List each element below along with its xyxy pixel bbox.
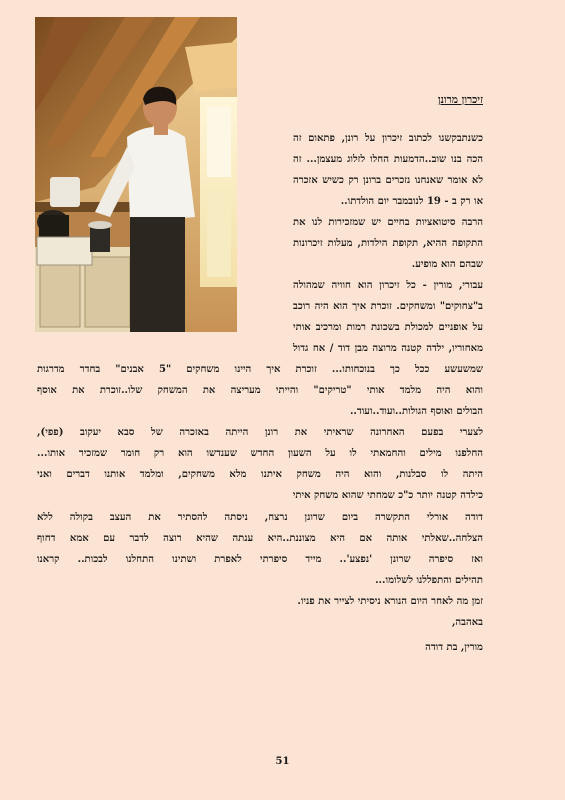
closing-line: באהבה, [451,617,483,628]
text-line: לצערי בפעם האחרונה שראיתי את רונן הייתה באזכרה של סבא יעקוב (פפי), [37,427,483,438]
text-line: הצלחה..שאלתי אותה אם היא מצוננת..היא ענתה שהיא רוצה לדבר עם אמא דחוף [37,533,483,544]
text-line: ואז סיפרה שרונן 'נפצע'.. מייד סיפרתי לאפרת ושתינו התחלנו לבכות.. קראנו [37,554,483,565]
text-line: שבהם הוא מופיע. [411,259,483,270]
text-line: כשנתבקשנו לכתוב זיכרון על רונן, פתאום זה [293,133,483,144]
text-line: הבולים ואוסף הגולות..ועוד..ועוד.. [349,406,483,417]
text-line: ב"צחוקים" ומשחקים. זוכרת איך הוא היה רוכב [293,301,483,312]
text-line: על אופניים למכולת בשכונת רמות ומרכיב אותי [293,322,483,333]
text-line: התקופה ההיא, תקופת הילדות, מעלות זיכרונות [293,238,483,249]
memory-title: זיכרון מרונן [437,94,483,106]
text-line: הרבה סיטואציות בחיים יש שמזכירות לנו את [293,217,483,228]
text-line: כילדה קטנה יותר כ"כ שמחתי שהוא משחק איתי [292,490,483,501]
text-line: או רק ב - 19 לנובמבר יום הולדתו.. [340,196,483,207]
text-line: עבורי, מורין - כל זיכרון הוא חוויה שמהולה [293,280,483,291]
signature-line: מורין, בת דודה [425,642,483,653]
kitchen-photo [35,17,237,332]
page-number: 51 [275,756,290,767]
text-line: הכה בנו שוב..הדמעות החלו לזלוג מעצמן... זה [293,154,483,165]
text-line: החלפנו מילים והחמאתי לו על השעון החדש שענדשו הוא רק חומר שמזכיר אותו... [37,448,483,459]
text-line: והוא היה מלמד אותי "טריקים" והייתי מעריצה את המשחק שלו..זוכרת את אוסף [37,385,483,396]
text-line: לא אומר שאנחנו נזכרים ברונן רק כשיש אזכרה [293,175,483,186]
text-line: מאחוריו, ילדה קטנה מרוצה מבן דוד / אח גדול [293,343,483,354]
text-line: היתה לו סבלנות, והוא היה משחק איתנו מלא משחקים, ומלמד אותנו דברים ואני [37,469,483,480]
man-cooking-in-kitchen-photo [35,17,237,332]
text-line: תהילים והתפללנו לשלומו... [375,575,483,586]
text-line: שמשעשע ככל כך בנוכחותו... זוכרת איך היינו משחקים "5 אבנים" בחדר מדרגות [37,364,484,375]
text-line: זמן מה לאחר היום הנורא ניסיתי לצייר את פניו. [297,596,483,607]
text-line: דודה אורלי התקשרה ביום שרונן נרצח, ניסתה להסתיר את העצב בקולה ללא [37,512,483,523]
